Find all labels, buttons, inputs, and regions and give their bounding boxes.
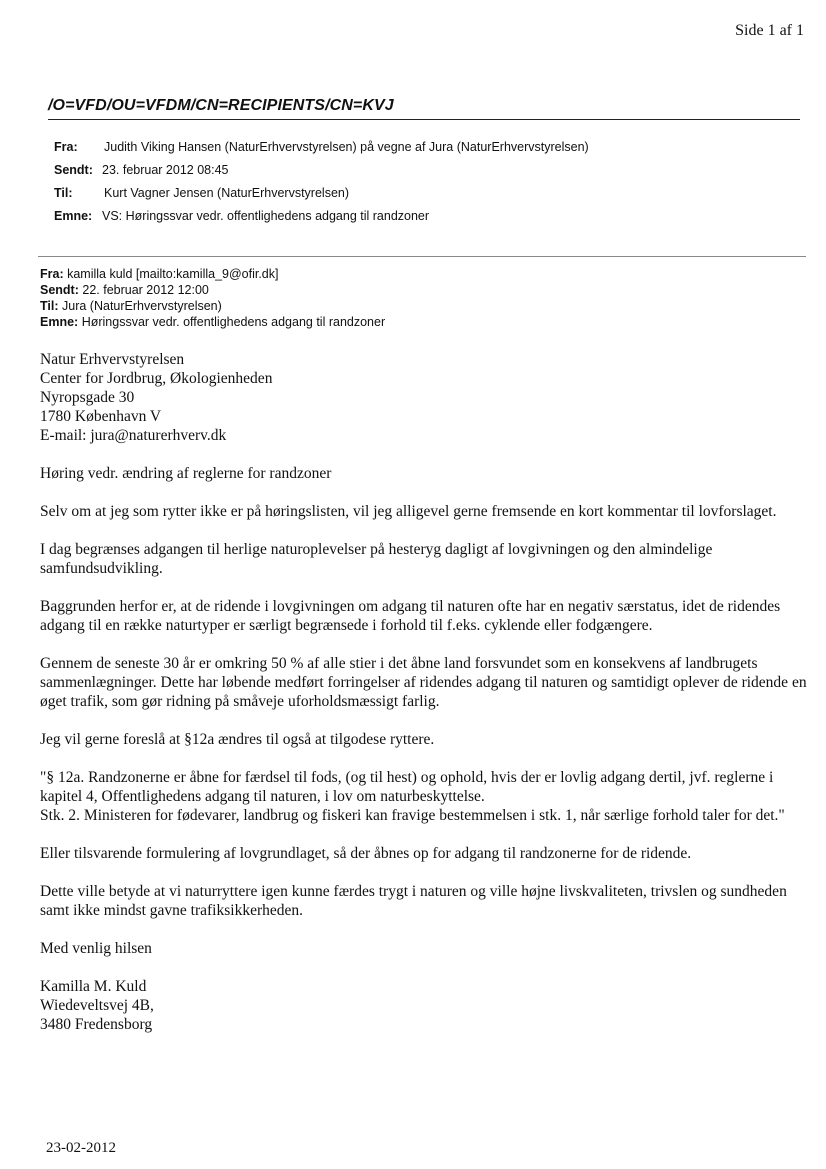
signature-block <box>40 977 810 1034</box>
page-number: Side 1 af 1 <box>735 22 804 39</box>
recipient-address <box>40 350 810 445</box>
to-value: Kurt Vagner Jensen (NaturErhvervstyrelsen) <box>104 185 350 200</box>
letter-body <box>40 350 810 1053</box>
inner-sent-label: Sendt: <box>40 283 79 297</box>
inner-to-row <box>40 298 385 314</box>
inner-subject-row <box>40 314 385 330</box>
inner-from-value: kamilla kuld [mailto:kamilla_9@ofir.dk] <box>67 267 279 281</box>
address-line: Nyropsgade 30 <box>40 389 135 406</box>
inner-email-header <box>40 266 385 330</box>
paragraph: Baggrunden herfor er, at de ridende i lovgivningen om adgang til naturen ofte har en negativ særstatus, idet de ridendes adgang til en række naturtyper er særligt begrænsede i forhold til f.eks. cyklende eller fodgængere. <box>40 598 781 634</box>
inner-to-value: Jura (NaturErhvervstyrelsen) <box>62 299 222 313</box>
inner-from-row <box>40 266 385 282</box>
closing-greeting: Med venlig hilsen <box>40 940 152 957</box>
inner-subject-value: Høringssvar vedr. offentlighedens adgang til randzoner <box>81 315 386 329</box>
mailbox-path: /O=VFD/OU=VFDM/CN=RECIPIENTS/CN=KVJ <box>48 97 800 120</box>
subject-label: Emne: <box>54 208 93 223</box>
paragraph: Jeg vil gerne foreslå at §12a ændres til også at tilgodese ryttere. <box>40 731 435 748</box>
address-line: Natur Erhvervstyrelsen <box>40 351 185 368</box>
sent-value: 23. februar 2012 08:45 <box>102 162 229 177</box>
paragraph: Selv om at jeg som rytter ikke er på høringslisten, vil jeg alligevel gerne fremsende en kort kommentar til lovforslaget. <box>40 503 777 520</box>
address-line: E-mail: jura@naturerhverv.dk <box>40 427 227 444</box>
outer-subject-row <box>54 204 589 227</box>
outer-to-row <box>54 181 589 204</box>
address-line: Center for Jordbrug, Økologienheden <box>40 370 273 387</box>
to-label: Til: <box>54 185 73 200</box>
paragraph: Eller tilsvarende formulering af lovgrundlaget, så der åbnes op for adgang til randzonerne for de ridende. <box>40 845 692 862</box>
quote-line: "§ 12a. Randzonerne er åbne for færdsel til fods, (og til hest) og ophold, hvis der er lovlig adgang dertil, jvf. reglerne i kapitel 4, Offentlighedens adgang til naturen, i lov om naturbeskyttelse. <box>40 769 774 805</box>
header-divider <box>38 256 806 257</box>
letter-subject: Høring vedr. ændring af reglerne for randzoner <box>40 465 332 482</box>
subject-value: VS: Høringssvar vedr. offentlighedens adgang til randzoner <box>102 208 430 223</box>
from-value: Judith Viking Hansen (NaturErhvervstyrelsen) på vegne af Jura (NaturErhvervstyrelsen) <box>104 139 589 154</box>
from-label: Fra: <box>54 139 78 154</box>
outer-from-row <box>54 135 589 158</box>
footer-date: 23-02-2012 <box>46 1140 116 1156</box>
inner-to-label: Til: <box>40 299 59 313</box>
inner-from-label: Fra: <box>40 267 64 281</box>
address-line: 1780 København V <box>40 408 162 425</box>
signature-city: 3480 Fredensborg <box>40 1016 153 1033</box>
signature-street: Wiedeveltsvej 4B, <box>40 997 154 1014</box>
paragraph: Gennem de seneste 30 år er omkring 50 % af alle stier i det åbne land forsvundet som en konsekvens af landbrugets sammenlægninger. Dette har løbende medført forringelser af ridendes adgang til naturen og samtidigt oplever de ridende en øget trafik, som gør ridning på småveje uforholdsmæssigt farlig. <box>40 655 807 710</box>
inner-subject-label: Emne: <box>40 315 79 329</box>
paragraph: I dag begrænses adgangen til herlige naturoplevelser på hesteryg dagligt af lovgivningen og den almindelige samfundsudvikling. <box>40 541 713 577</box>
outer-sent-row <box>54 158 589 181</box>
inner-sent-value: 22. februar 2012 12:00 <box>82 283 209 297</box>
quote-line: Stk. 2. Ministeren for fødevarer, landbrug og fiskeri kan fravige bestemmelsen i stk. 1, når særlige forhold taler for det." <box>40 807 785 824</box>
outer-email-header <box>54 135 589 227</box>
paragraph: Dette ville betyde at vi naturryttere igen kunne færdes trygt i naturen og ville højne livskvaliteten, trivslen og sundheden samt ikke mindst gavne trafiksikkerheden. <box>40 883 787 919</box>
quoted-provision <box>40 768 810 825</box>
inner-sent-row <box>40 282 385 298</box>
sent-label: Sendt: <box>54 162 93 177</box>
signature-name: Kamilla M. Kuld <box>40 978 147 995</box>
